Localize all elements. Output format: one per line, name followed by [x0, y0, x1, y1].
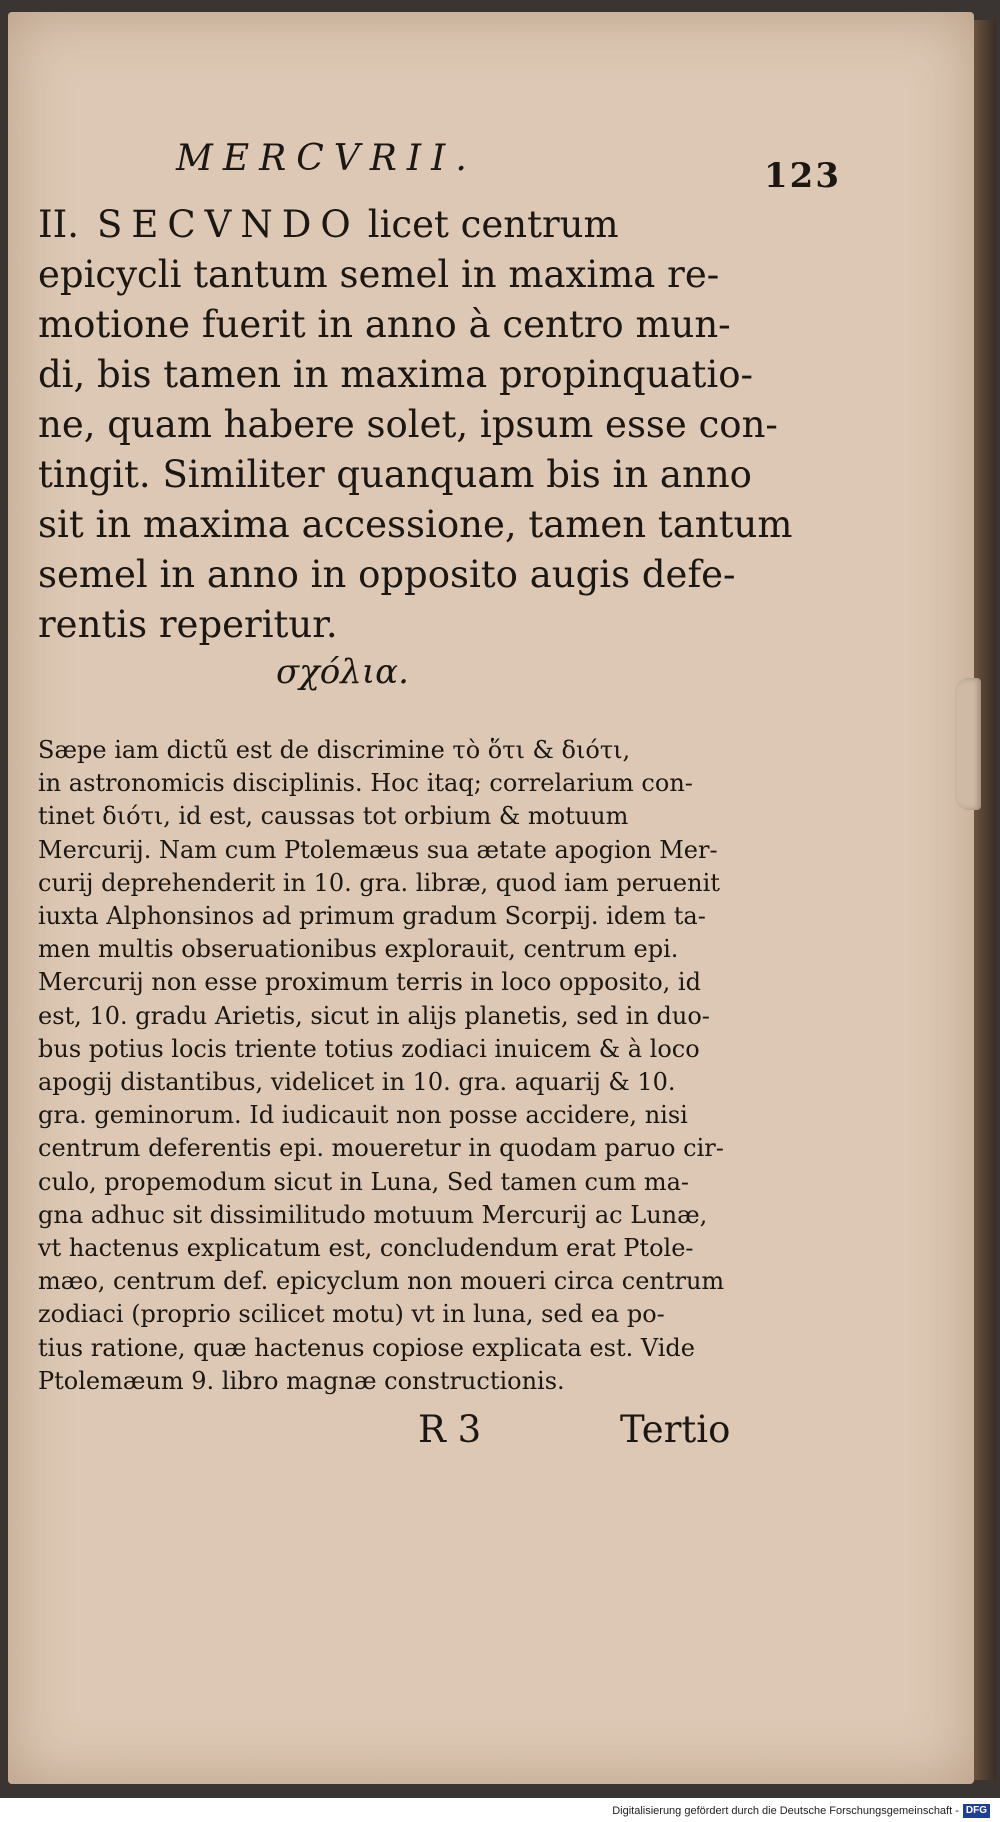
note-line: curij deprehenderit in 10. gra. libræ, quod iam peruenit: [38, 868, 720, 897]
note-line: apogij distantibus, videlicet in 10. gra. aquarij & 10.: [38, 1068, 676, 1097]
running-title: MERCVRII.: [176, 138, 477, 179]
note-line: gra. geminorum. Id iudicauit non posse accidere, nisi: [38, 1101, 688, 1130]
note-line: zodiaci (proprio scilicet motu) vt in luna, sed ea po-: [38, 1300, 665, 1329]
initial-word: SECVNDO: [97, 203, 360, 246]
page-number: 123: [764, 156, 841, 196]
dfg-logo: DFG: [963, 1804, 990, 1818]
main-line: motione fuerit in anno à centro mun-: [38, 303, 731, 346]
note-line: tinet διότι, id est, caussas tot orbium & motuum: [38, 802, 629, 831]
note-line: in astronomicis disciplinis. Hoc itaq; correlarium con-: [38, 769, 693, 798]
note-line: men multis obseruationibus explorauit, centrum epi.: [38, 935, 679, 964]
section-number: II.: [38, 203, 79, 246]
note-line: Sæpe iam dictũ est de discrimine τὸ ὅτι & διότι,: [38, 736, 631, 764]
note-line: Ptolemæum 9. libro magnæ constructionis.: [38, 1366, 565, 1395]
main-line: semel in anno in opposito augis defe-: [38, 553, 736, 596]
credit-text: Digitalisierung gefördert durch die Deutsche Forschungsgemeinschaft -: [612, 1805, 959, 1817]
note-line: iuxta Alphonsinos ad primum gradum Scorpij. idem ta-: [38, 902, 706, 931]
note-line: bus potius locis triente totius zodiaci inuicem & à loco: [38, 1034, 700, 1063]
main-line: rentis reperitur.: [38, 603, 338, 646]
main-line: ne, quam habere solet, ipsum esse con-: [38, 403, 778, 446]
main-line: di, bis tamen in maxima propinquatio-: [38, 353, 754, 396]
note-line: vt hactenus explicatum est, concludendum erat Ptole-: [38, 1234, 694, 1263]
note-line: culo, propemodum sicut in Luna, Sed tamen cum ma-: [38, 1167, 689, 1196]
main-line: [38, 200, 750, 250]
main-line: tingit. Similiter quanquam bis in anno: [38, 453, 752, 496]
note-line: Mercurij. Nam cum Ptolemæus sua ætate apogion Mer-: [38, 835, 718, 864]
page-tab: [955, 678, 981, 810]
note-line: centrum deferentis epi. moueretur in quodam paruo cir-: [38, 1134, 724, 1163]
book-page: [8, 12, 974, 1784]
note-line: mæo, centrum def. epicyclum non moueri circa centrum: [38, 1267, 725, 1296]
note-line: gna adhuc sit dissimilitudo motuum Mercurij ac Lunæ,: [38, 1200, 708, 1229]
main-line-text: licet centrum: [367, 203, 619, 246]
note-line: tius ratione, quæ hactenus copiose explicata est. Vide: [38, 1333, 695, 1362]
note-line: est, 10. gradu Arietis, sicut in alijs planetis, sed in duo-: [38, 1001, 710, 1030]
main-line: sit in maxima accessione, tamen tantum: [38, 503, 793, 546]
main-line: epicycli tantum semel in maxima re-: [38, 253, 720, 296]
main-paragraph: [38, 200, 793, 650]
scholia-heading: σχόλια.: [276, 652, 409, 692]
scholia-paragraph: [38, 734, 758, 1398]
digitization-credit: [0, 1800, 990, 1822]
note-line: Mercurij non esse proximum terris in loco opposito, id: [38, 968, 701, 997]
catchword: Tertio: [620, 1408, 731, 1451]
signature-mark: R 3: [418, 1408, 482, 1451]
